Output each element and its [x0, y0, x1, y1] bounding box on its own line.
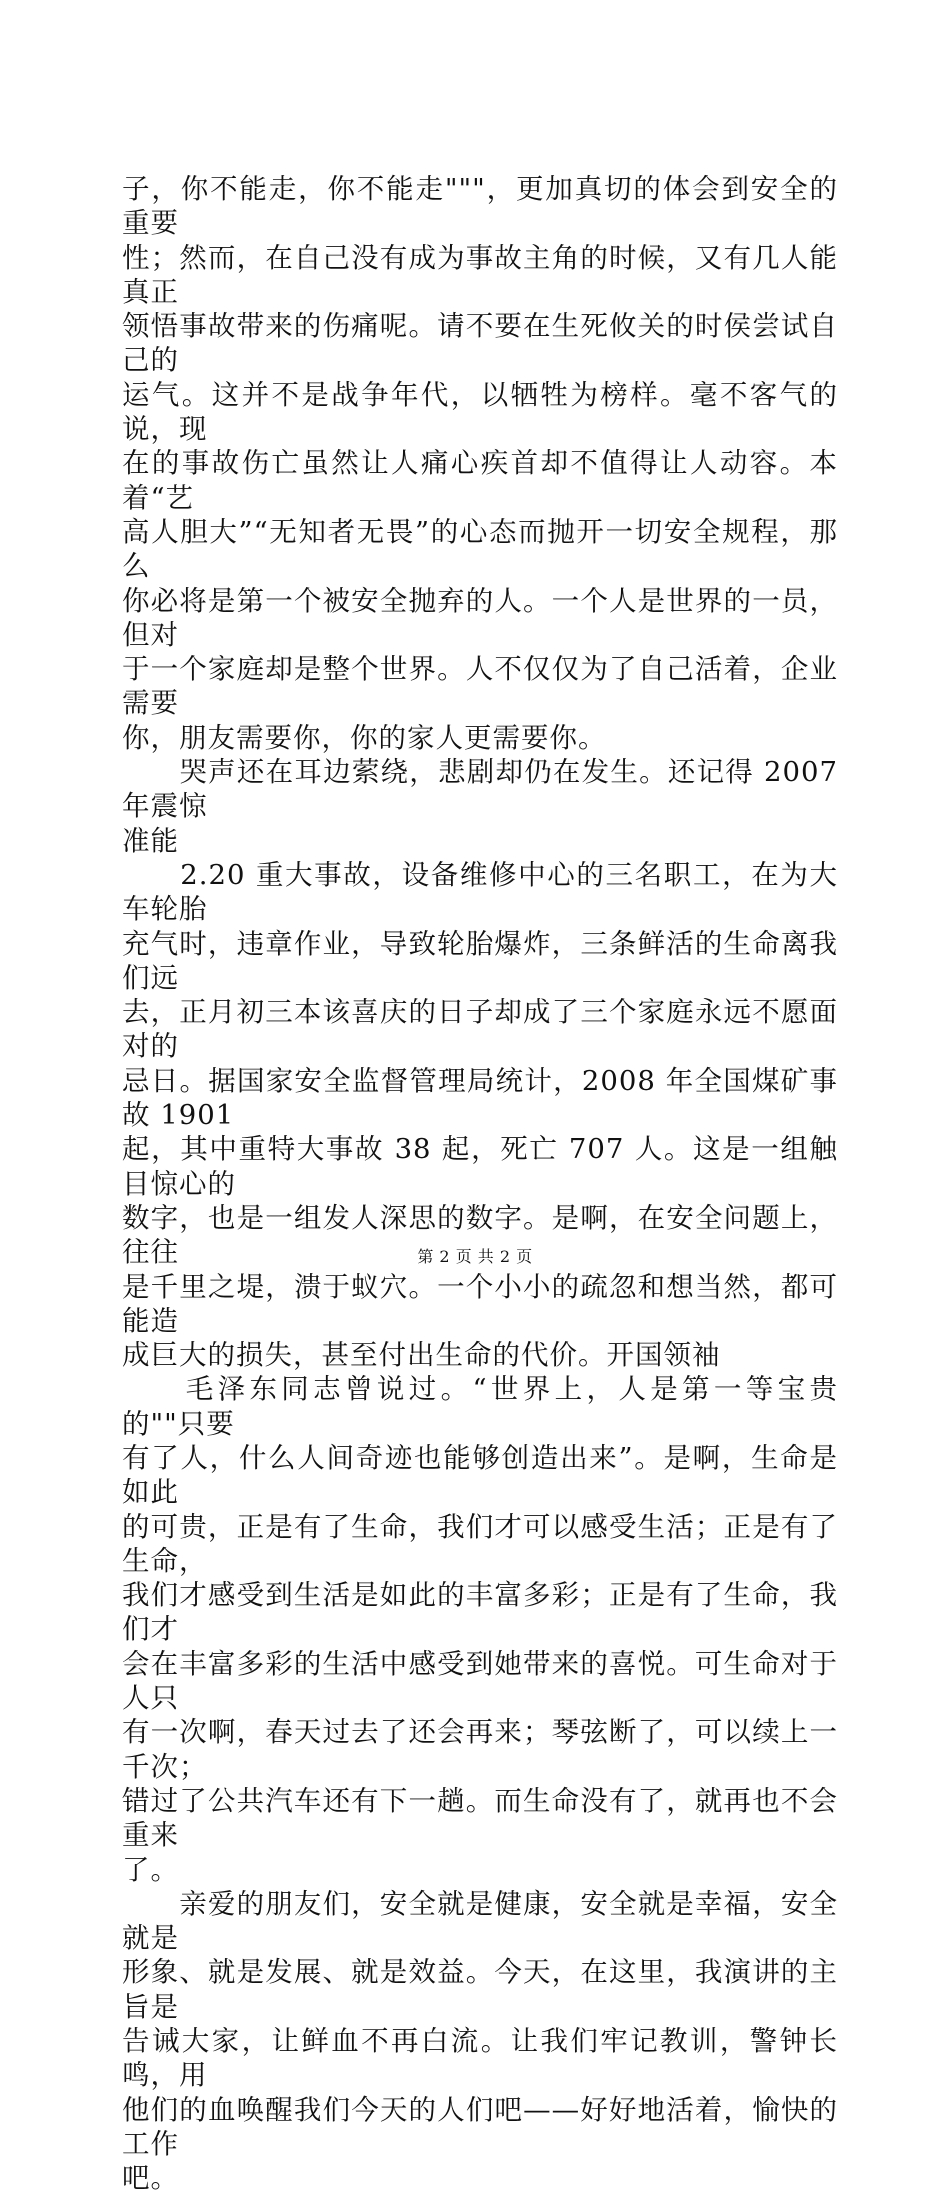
text-line: 于一个家庭却是整个世界。人不仅仅为了自己活着，企业需要 — [122, 653, 838, 720]
text-line: 忌日。据国家安全监督管理局统计，2008 年全国煤矿事故 1901 — [122, 1064, 838, 1132]
text-line: 他们的血唤醒我们今天的人们吧——好好地活着，愉快的工作 — [122, 2093, 838, 2160]
text-line: 有一次啊，春天过去了还会再来；琴弦断了，可以续上一千次； — [122, 1716, 838, 1783]
text-line: 2.20 重大事故，设备维修中心的三名职工，在为大车轮胎 — [122, 858, 838, 926]
text-line: 数字，也是一组发人深思的数字。是啊，在安全问题上，往往 — [122, 1201, 838, 1269]
text-line: 起，其中重特大事故 38 起，死亡 707 人。这是一组触目惊心的 — [122, 1133, 838, 1200]
text-line: 有了人，什么人间奇迹也能够创造出来”。是啊，生命是如此 — [122, 1441, 838, 1509]
text-line: 的可贵，正是有了生命，我们才可以感受生活；正是有了生命， — [122, 1510, 838, 1577]
text-line: 充气时，违章作业，导致轮胎爆炸，三条鲜活的生命离我们远 — [122, 927, 838, 994]
text-line: 我们才感受到生活是如此的丰富多彩；正是有了生命，我们才 — [122, 1579, 838, 1646]
text-line: 成巨大的损失，甚至付出生命的代价。开国领袖 — [122, 1339, 721, 1372]
text-line: 是千里之堤，溃于蚁穴。一个小小的疏忽和想当然，都可能造 — [122, 1270, 838, 1337]
text-line: 告诫大家，让鲜血不再白流。让我们牢记教训，警钟长鸣，用 — [122, 2025, 838, 2092]
text-line: 了。 — [122, 1853, 179, 1886]
body-text — [122, 172, 838, 2196]
text-line: 高人胆大”“无知者无畏”的心态而抛开一切安全规程，那么 — [122, 515, 838, 583]
text-line: 吧。 — [122, 2162, 179, 2195]
text-line: 准能 — [122, 824, 179, 857]
text-line: 亲爱的朋友们，安全就是健康，安全就是幸福，安全就是 — [122, 1887, 838, 1955]
text-line: 毛泽东同志曾说过。“世界上，人是第一等宝贵的""只要 — [122, 1373, 838, 1440]
text-line: 你，朋友需要你，你的家人更需要你。 — [122, 721, 607, 754]
text-line: 去，正月初三本该喜庆的日子却成了三个家庭永远不愿面对的 — [122, 996, 838, 1063]
text-line: 领悟事故带来的伤痛呢。请不要在生死攸关的时侯尝试自己的 — [122, 310, 838, 377]
text-line: 错过了公共汽车还有下一趟。而生命没有了，就再也不会重来 — [122, 1784, 838, 1852]
text-line: 运气。这并不是战争年代，以牺牲为榜样。毫不客气的说，现 — [122, 378, 838, 446]
text-line: 形象、就是发展、就是效益。今天，在这里，我演讲的主旨是 — [122, 1956, 838, 2023]
text-line: 哭声还在耳边萦绕，悲剧却仍在发生。还记得 2007 年震惊 — [122, 756, 838, 823]
text-line: 会在丰富多彩的生活中感受到她带来的喜悦。可生命对于人只 — [122, 1647, 838, 1715]
text-line: 性；然而，在自己没有成为事故主角的时候，又有几人能真正 — [122, 241, 838, 308]
text-line: 在的事故伤亡虽然让人痛心疾首却不值得让人动容。本着“艺 — [122, 447, 838, 514]
page-number-footer: 第 2 页 共 2 页 — [417, 1247, 533, 1266]
text-line: 子，你不能走，你不能走"""，更加真切的体会到安全的重要 — [122, 173, 838, 240]
text-line: 你必将是第一个被安全抛弃的人。一个人是世界的一员，但对 — [122, 584, 838, 651]
